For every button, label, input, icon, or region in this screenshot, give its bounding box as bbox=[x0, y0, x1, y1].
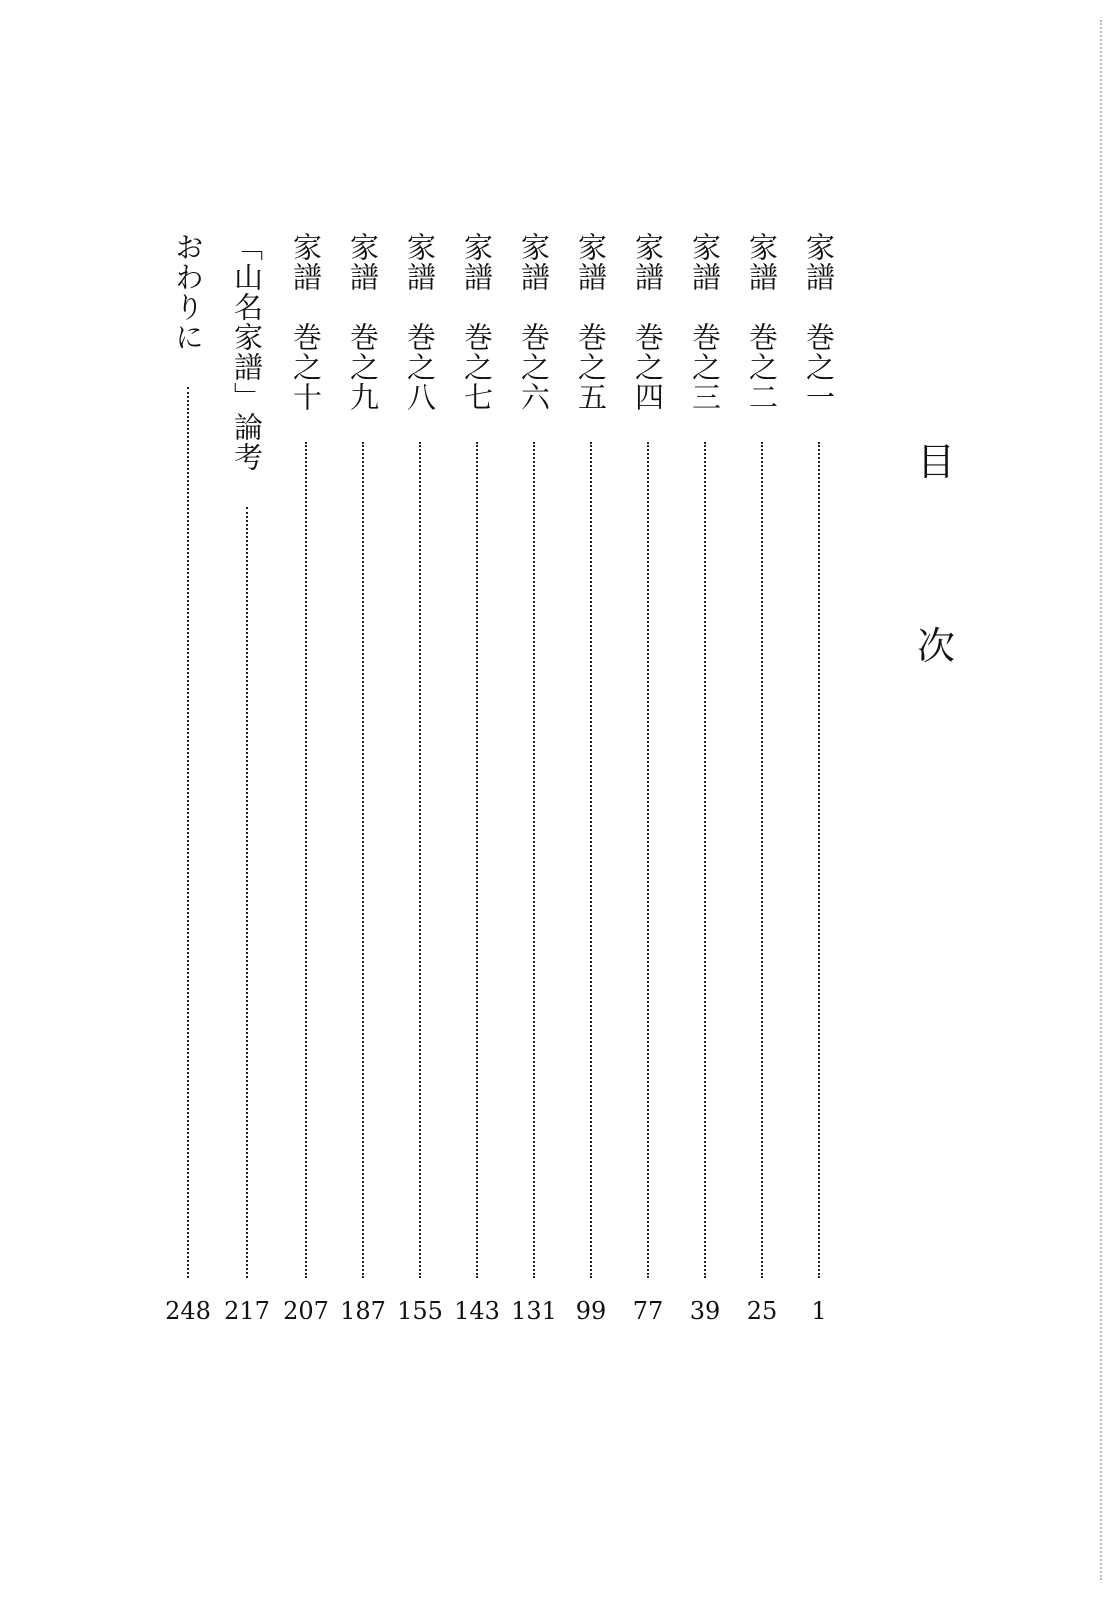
toc-entry[interactable] bbox=[628, 232, 668, 1292]
toc-page-number: 217 bbox=[224, 1297, 270, 1325]
toc-entry[interactable] bbox=[286, 232, 326, 1292]
toc-entry[interactable] bbox=[400, 232, 440, 1292]
toc-title-char-1: 目 bbox=[916, 440, 955, 484]
toc-leader-dots bbox=[362, 442, 364, 1278]
toc-entry-label: 家譜 巻之四 bbox=[631, 232, 665, 412]
toc-entry-label: 家譜 巻之九 bbox=[346, 232, 380, 412]
toc-page-number: 39 bbox=[689, 1297, 721, 1325]
toc-leader-dots bbox=[647, 442, 649, 1278]
toc-entry-label: 家譜 巻之五 bbox=[574, 232, 608, 412]
toc-leader-dots bbox=[704, 442, 706, 1278]
toc-entry[interactable] bbox=[343, 232, 383, 1292]
toc-entry-label: 家譜 巻之八 bbox=[403, 232, 437, 412]
toc-page-number: 77 bbox=[632, 1297, 664, 1325]
toc-entry[interactable] bbox=[571, 232, 611, 1292]
toc-page-number: 187 bbox=[340, 1297, 386, 1325]
toc-page-number: 25 bbox=[746, 1297, 778, 1325]
toc-entry[interactable] bbox=[457, 232, 497, 1292]
toc-title-char-2: 次 bbox=[916, 624, 955, 668]
toc-entry-label: 家譜 巻之十 bbox=[289, 232, 323, 412]
toc-entry-label: 家譜 巻之三 bbox=[688, 232, 722, 412]
toc-page-number: 248 bbox=[165, 1297, 211, 1325]
toc-entry[interactable] bbox=[742, 232, 782, 1292]
toc-page-number: 143 bbox=[454, 1297, 500, 1325]
toc-page-number: 131 bbox=[511, 1297, 557, 1325]
toc-leader-dots bbox=[246, 507, 248, 1278]
toc-entry-label: おわりに bbox=[171, 232, 205, 352]
toc-entry-label: 家譜 巻之一 bbox=[802, 232, 836, 412]
toc-entry[interactable] bbox=[514, 232, 554, 1292]
toc-leader-dots bbox=[818, 442, 820, 1278]
toc-entry-label: 家譜 巻之二 bbox=[745, 232, 779, 412]
toc-page-number: 207 bbox=[283, 1297, 329, 1325]
toc-entry[interactable] bbox=[685, 232, 725, 1292]
toc-entry-label: 家譜 巻之六 bbox=[517, 232, 551, 412]
toc-leader-dots bbox=[305, 442, 307, 1278]
toc-leader-dots bbox=[533, 442, 535, 1278]
toc-entry[interactable] bbox=[168, 232, 208, 1292]
toc-leader-dots bbox=[590, 442, 592, 1278]
toc-entry[interactable] bbox=[799, 232, 839, 1292]
toc-entry-label: 家譜 巻之七 bbox=[460, 232, 494, 412]
toc-leader-dots bbox=[761, 442, 763, 1278]
page-edge-dots bbox=[1100, 20, 1102, 1580]
toc-page-number: 1 bbox=[811, 1297, 827, 1325]
toc-page-number: 99 bbox=[575, 1297, 607, 1325]
toc-leader-dots bbox=[419, 442, 421, 1278]
toc-leader-dots bbox=[187, 387, 189, 1278]
toc-entry[interactable] bbox=[227, 232, 267, 1292]
toc-leader-dots bbox=[476, 442, 478, 1278]
toc-page-number: 155 bbox=[397, 1297, 443, 1325]
toc-entry-label: 「山名家譜」論考 bbox=[230, 232, 264, 472]
